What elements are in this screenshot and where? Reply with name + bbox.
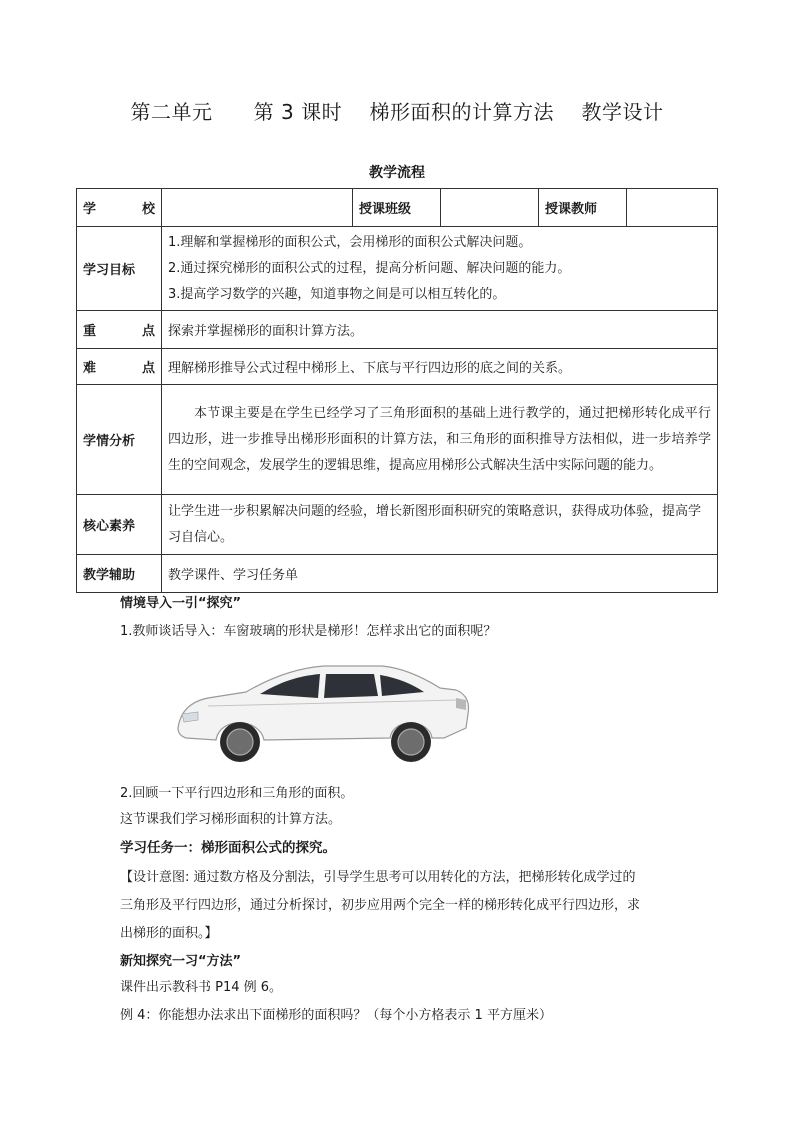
class-value	[441, 189, 539, 227]
table-row-goals	[77, 227, 718, 311]
goal-item: 3.提高学习数学的兴趣，知道事物之间是可以相互转化的。	[168, 286, 506, 302]
class-label: 授课班级	[353, 189, 441, 227]
goal-item: 1.理解和掌握梯形的面积公式，会用梯形的面积公式解决问题。	[168, 234, 532, 250]
school-value	[162, 189, 353, 227]
literacy-cell	[162, 495, 718, 555]
task-heading: 学习任务一：梯形面积公式的探究。	[120, 840, 336, 856]
section-subtitle: 教学流程	[369, 165, 425, 181]
car-front-rim	[227, 729, 253, 755]
car-illustration	[168, 642, 472, 774]
car-headlight	[182, 712, 198, 722]
key-point-label: 重 点	[77, 311, 162, 349]
page-title: 第二单元 第 3 课时 梯形面积的计算方法 教学设计	[130, 100, 664, 124]
aids-text: 教学课件、学习任务单	[162, 555, 718, 593]
goal-item: 2.通过探究梯形的面积公式的过程，提高分析问题、解决问题的能力。	[168, 260, 571, 276]
car-middle-window	[324, 674, 378, 698]
courseware-line: 课件出示教科书 P14 例 6。	[120, 980, 283, 995]
analysis-label: 学情分析	[77, 385, 162, 495]
design-intent-line: 出梯形的面积。】	[120, 926, 218, 941]
table-row-key-point	[77, 311, 718, 349]
intro-heading: 情境导入一引“探究”	[120, 596, 242, 611]
car-rear-rim	[398, 729, 424, 755]
school-label: 学 校	[77, 189, 162, 227]
review-line: 2.回顾一下平行四边形和三角形的面积。	[120, 786, 354, 801]
aids-label: 教学辅助	[77, 555, 162, 593]
design-intent-line: 三角形及平行四边形，通过分析探讨，初步应用两个完全一样的梯形转化成平行四边形，求	[120, 898, 641, 913]
car-taillight	[456, 698, 466, 710]
example-line: 例 4：你能想办法求出下面梯形的面积吗？（每个小方格表示 1 平方厘米）	[120, 1008, 552, 1023]
literacy-text: 让学生进一步积累解决问题的经验，增长新图形面积研究的策略意识，获得成功体验，提高学习自信心。	[168, 503, 702, 545]
analysis-cell	[162, 385, 718, 495]
table-row-analysis	[77, 385, 718, 495]
explore-heading: 新知探究一习“方法”	[120, 954, 242, 969]
literacy-label: 核心素养	[77, 495, 162, 555]
goals-cell	[162, 227, 718, 311]
table-row-aids	[77, 555, 718, 593]
table-row-difficulty	[77, 349, 718, 385]
lesson-line: 这节课我们学习梯形面积的计算方法。	[120, 812, 342, 827]
teacher-label: 授课教师	[539, 189, 627, 227]
design-intent-line: 【设计意图: 通过数方格及分割法，引导学生思考可以用转化的方法，把梯形转化成学过的	[120, 870, 636, 885]
teacher-value	[627, 189, 718, 227]
table-row-literacy	[77, 495, 718, 555]
key-point-text: 探索并掌握梯形的面积计算方法。	[162, 311, 718, 349]
intro-line: 1.教师谈话导入：车窗玻璃的形状是梯形！怎样求出它的面积呢？	[120, 624, 497, 639]
lesson-info-table	[76, 188, 718, 593]
analysis-text: 本节课主要是在学生已经学习了三角形面积的基础上进行教学的，通过把梯形转化成平行四边形，进一步推导出梯形形面积的计算方法，和三角形的面积推导方法相似，进一步培养学生的空间观念，发展学生的逻辑思维，提高应用梯形公式解决生活中实际问题的能力。	[168, 405, 711, 473]
goals-label: 学习目标	[77, 227, 162, 311]
table-row-school	[77, 189, 718, 227]
difficulty-text: 理解梯形推导公式过程中梯形上、下底与平行四边形的底之间的关系。	[162, 349, 718, 385]
difficulty-label: 难 点	[77, 349, 162, 385]
